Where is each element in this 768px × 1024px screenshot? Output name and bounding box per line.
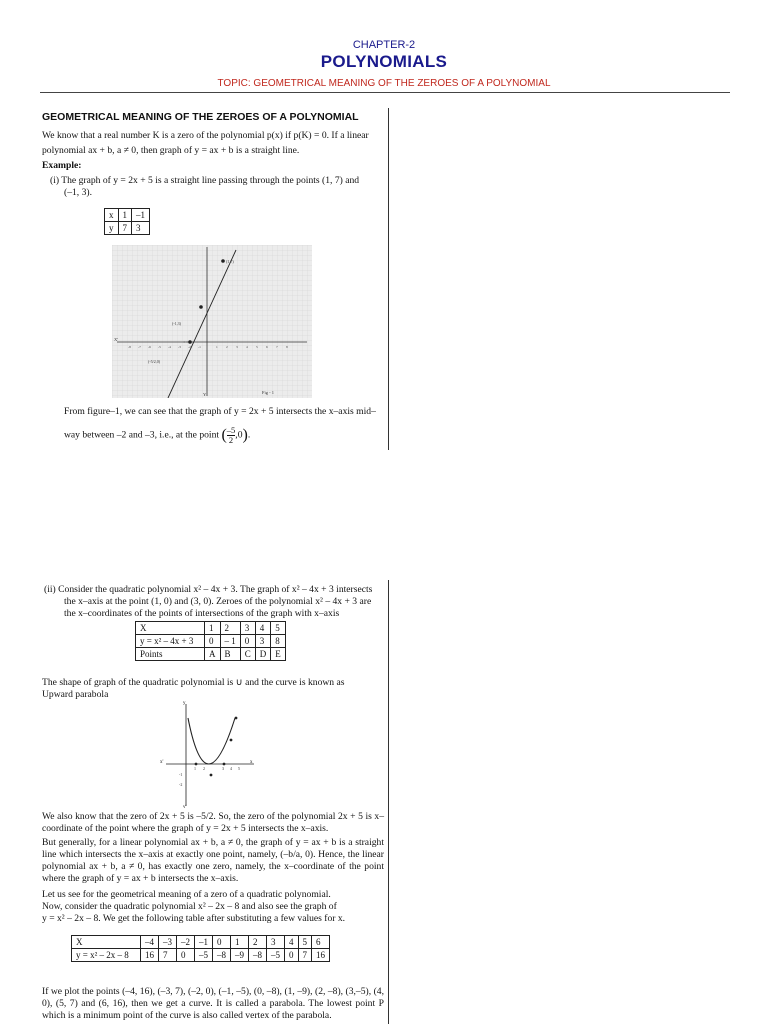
- table-cell: X: [136, 622, 205, 635]
- point-minus1-3: [199, 305, 203, 309]
- svg-text:7: 7: [276, 345, 278, 349]
- conclusion-line-1: From figure–1, we can see that the graph of y = 2x + 5 intersects the x–axis mid–: [64, 406, 376, 417]
- table-cell: y = x² – 4x + 3: [136, 635, 205, 648]
- example-1-line-2: (–1, 3).: [64, 187, 92, 198]
- svg-text:-1: -1: [198, 345, 201, 349]
- header-divider: [40, 92, 730, 93]
- label-point-b: (-1,3): [172, 321, 181, 326]
- x-axis-label: X': [114, 337, 119, 342]
- table-cell: 1: [231, 936, 249, 949]
- table-cell: 2: [249, 936, 267, 949]
- paragraph-quadratic-2: Now, consider the quadratic polynomial x² – 2x – 8 and also see the graph of: [42, 901, 337, 912]
- table-quadratic-1: [135, 621, 286, 661]
- table-cell: 16: [141, 949, 159, 962]
- table-cell: – 1: [220, 635, 240, 648]
- table-quadratic-2: [71, 935, 330, 962]
- svg-text:5: 5: [238, 766, 240, 771]
- table-row: [136, 635, 286, 648]
- table-cell: 5: [298, 936, 312, 949]
- conclusion-line-2: way between –2 and –3, i.e., at the point ( $\frac{-5}{2}$ ,0).: [64, 425, 251, 445]
- table-cell: 0: [213, 936, 231, 949]
- table-cell: –8: [249, 949, 267, 962]
- table-cell: –3: [159, 936, 177, 949]
- table-cell: 8: [271, 635, 286, 648]
- svg-text:-1: -1: [179, 772, 183, 777]
- table-cell: 7: [298, 949, 312, 962]
- table-cell: –5: [195, 949, 213, 962]
- topic-line: TOPIC: GEOMETRICAL MEANING OF THE ZEROES OF A POLYNOMIAL: [217, 78, 551, 89]
- table-cell: 0: [240, 635, 255, 648]
- table-cell: Points: [136, 648, 205, 661]
- table-cell: x: [105, 209, 119, 222]
- shape-text: [42, 677, 384, 701]
- y-bottom-label: y': [183, 805, 187, 808]
- linear-graph: [112, 245, 312, 398]
- column-divider-top: [388, 108, 389, 450]
- svg-text:4: 4: [230, 766, 232, 771]
- table-row: [105, 222, 150, 235]
- intro-line-2: polynomial ax + b, a ≠ 0, then graph of y = ax + b is a straight line.: [42, 145, 300, 156]
- page-title: POLYNOMIALS: [320, 52, 448, 71]
- svg-text:5: 5: [256, 345, 258, 349]
- table-cell: 0: [285, 949, 299, 962]
- intro-line-1: We know that a real number K is a zero of the polynomial p(x) if p(K) = 0. If a linear: [42, 130, 369, 141]
- table-cell: y = x² – 2x – 8: [72, 949, 141, 962]
- table-cell: C: [240, 648, 255, 661]
- point-1-7: [221, 259, 225, 263]
- svg-text:6: 6: [266, 345, 268, 349]
- part2-line-1: (ii) Consider the quadratic polynomial x² – 4x + 3. The graph of x² – 4x + 3 intersects: [44, 584, 373, 595]
- point-zero: [188, 340, 192, 344]
- svg-text:3: 3: [222, 766, 224, 771]
- intro-text: [42, 130, 384, 199]
- closing-text: [42, 986, 384, 1022]
- table-cell: X: [72, 936, 141, 949]
- table-cell: 7: [118, 222, 132, 235]
- y-axis-label: Y: [203, 392, 207, 397]
- shape-line-1: The shape of graph of the quadratic polynomial is ∪ and the curve is known as: [42, 677, 345, 688]
- table-cell: 1: [205, 622, 221, 635]
- svg-text:-5: -5: [158, 345, 161, 349]
- svg-text:1: 1: [216, 345, 218, 349]
- svg-text:3: 3: [236, 345, 238, 349]
- table-cell: 0: [205, 635, 221, 648]
- svg-text:-8: -8: [128, 345, 131, 349]
- table-cell: –9: [231, 949, 249, 962]
- paragraph-quadratic-1: Let us see for the geometrical meaning of a zero of a quadratic polynomial.: [42, 889, 331, 900]
- svg-text:-3: -3: [178, 345, 181, 349]
- table-row: [136, 622, 286, 635]
- table-cell: 16: [312, 949, 330, 962]
- table-cell: –4: [141, 936, 159, 949]
- table-cell: D: [255, 648, 271, 661]
- table-cell: 3: [240, 622, 255, 635]
- svg-text:-7: -7: [138, 345, 141, 349]
- table-cell: –1: [132, 209, 150, 222]
- svg-text:4: 4: [246, 345, 248, 349]
- svg-text:2: 2: [226, 345, 228, 349]
- column-divider-bottom: [388, 580, 389, 1024]
- table-cell: –2: [177, 936, 195, 949]
- paragraph-general-linear: But generally, for a linear polynomial ax + b, a ≠ 0, the graph of y = ax + b is a straight line which intersects the x–axis at exactly one point, namely, (–b/a, 0). Hence, the linear polynomial ax + b, a ≠ 0, has exactly one zero, namely, the x–coordinate of the point where the graph of y = ax + b intersects the x–axis.: [42, 837, 384, 884]
- figure-label: Fig - 1: [262, 390, 275, 395]
- svg-text:-2: -2: [179, 782, 183, 787]
- paragraph-linear-zero: We also know that the zero of 2x + 5 is –5/2. So, the zero of the polynomial 2x + 5 is x–coordinate of the point where the graph of y = 2x + 5 intersects the x–axis.: [42, 811, 384, 834]
- example-1-line-1: (i) The graph of y = 2x + 5 is a straight line passing through the points (1, 7) and: [50, 175, 360, 186]
- table-cell: 4: [285, 936, 299, 949]
- table-cell: B: [220, 648, 240, 661]
- table-cell: y: [105, 222, 119, 235]
- svg-text:-6: -6: [148, 345, 151, 349]
- parabola-graph: [158, 700, 258, 808]
- table-row: [136, 648, 286, 661]
- point-rest: ,0: [235, 429, 243, 441]
- svg-text:-2: -2: [188, 345, 191, 349]
- table-cell: A: [205, 648, 221, 661]
- part2-intro: [42, 584, 384, 620]
- table-cell: 3: [132, 222, 150, 235]
- y-top-label: y: [183, 701, 186, 706]
- table-cell: 3: [267, 936, 285, 949]
- label-point-a: (1,7): [226, 259, 234, 264]
- table-cell: 2: [220, 622, 240, 635]
- table-cell: –8: [213, 949, 231, 962]
- table-cell: 5: [271, 622, 286, 635]
- x-left-label: x': [160, 760, 164, 765]
- explanation-text: [42, 811, 384, 925]
- svg-text:1: 1: [194, 766, 196, 771]
- fraction-numerator: –5: [226, 425, 236, 435]
- shape-line-2: Upward parabola: [42, 689, 109, 700]
- table-cell: 3: [255, 635, 271, 648]
- table-cell: –1: [195, 936, 213, 949]
- chapter-label: CHAPTER-2: [352, 39, 416, 51]
- svg-text:2: 2: [203, 766, 205, 771]
- label-point-c: (-5/2,0): [148, 359, 161, 364]
- example-label: Example:: [42, 160, 82, 171]
- x-right-label: x: [250, 760, 253, 765]
- part2-line-3: the x–coordinates of the points of intersections of the graph with x–axis: [64, 608, 340, 619]
- part2-line-2: the x–axis at the point (1, 0) and (3, 0). Zeroes of the polynomial x² – 4x + 3 are: [64, 596, 372, 607]
- conclusion-text: [42, 406, 384, 445]
- table-row: [105, 209, 150, 222]
- conclusion-text-2: way between –2 and –3, i.e., at the point: [64, 429, 220, 441]
- section-heading: GEOMETRICAL MEANING OF THE ZEROES OF A POLYNOMIAL: [42, 111, 359, 123]
- table-row: [72, 949, 330, 962]
- paragraph-parabola: If we plot the points (–4, 16), (–3, 7), (–2, 0), (–1, –5), (0, –8), (1, –9), (2, –8), (3,–5), (4, 0), (5, 7) and (6, 16), then we get a curve. It is called a parabola. The lowest point P which is a minimum point of the curve is also called vertex of the parabola.: [42, 986, 384, 1021]
- parabola-curve: [188, 718, 235, 764]
- table-linear-values: [104, 208, 150, 235]
- table-row: [72, 936, 330, 949]
- paragraph-quadratic-3: y = x² – 2x – 8. We get the following table after substituting a few values for x.: [42, 913, 346, 924]
- table-cell: 4: [255, 622, 271, 635]
- table-cell: –5: [267, 949, 285, 962]
- table-cell: 7: [159, 949, 177, 962]
- svg-text:-4: -4: [168, 345, 171, 349]
- table-cell: 1: [118, 209, 132, 222]
- svg-text:8: 8: [286, 345, 288, 349]
- fraction-denominator: 2: [228, 435, 234, 445]
- table-cell: E: [271, 648, 286, 661]
- table-cell: 6: [312, 936, 330, 949]
- table-cell: 0: [177, 949, 195, 962]
